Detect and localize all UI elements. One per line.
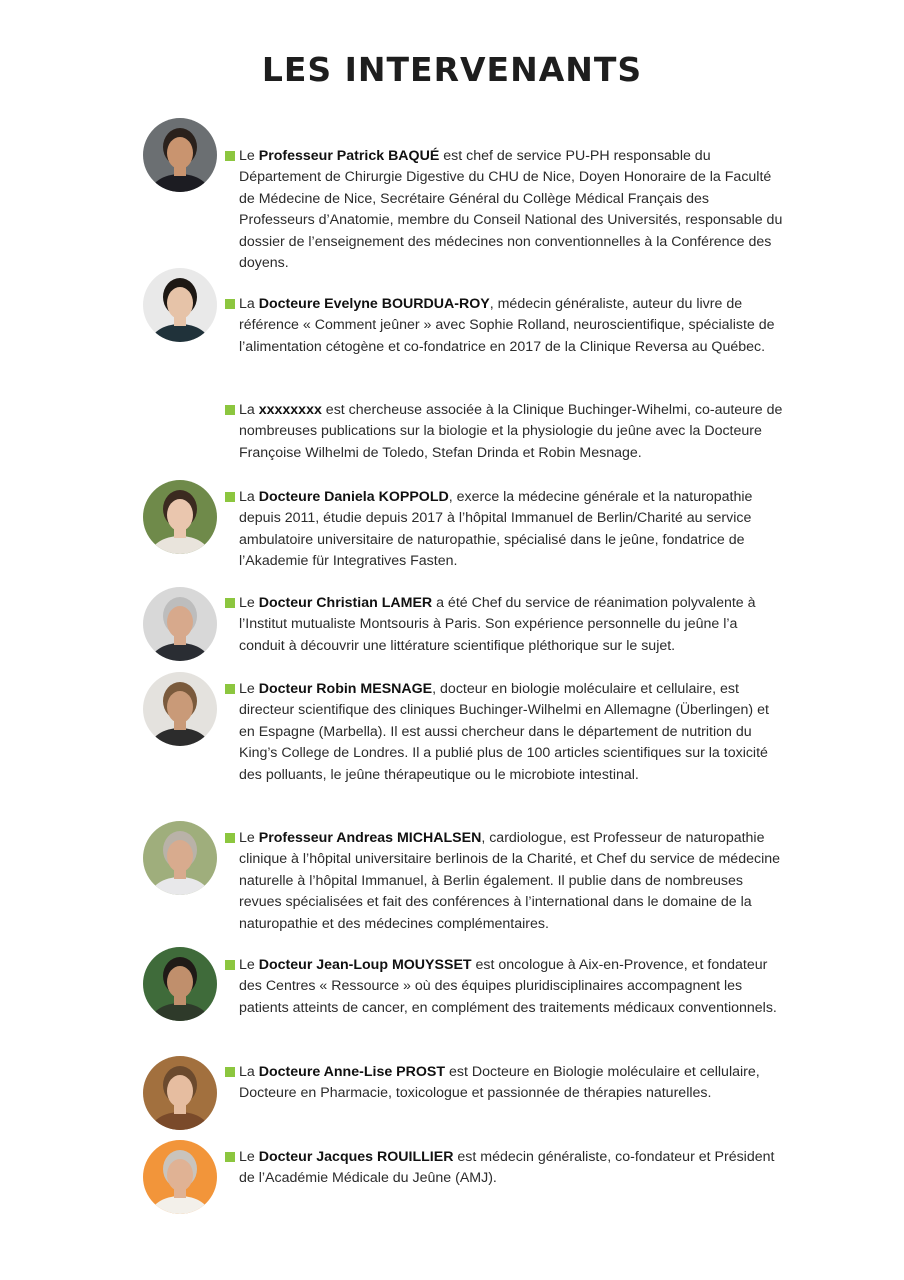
speaker-prefix: Le (239, 681, 259, 697)
green-square-bullet (225, 1152, 235, 1162)
speaker-description: , docteur en biologie moléculaire et cellulaire, est directeur scientifique des cliniques Buchinger-Wilhelmi en Allemagne (Überlingen) et en Espagne (Marbella). Il est aussi chercheur dans le département de nutrition du King’s College de Londres. Il a publié plus de 100 articles scientifiques sur la toxicité des polluants, le jeûne thérapeutique ou le microbiote intestinal. (239, 681, 769, 783)
speaker-bio (239, 487, 784, 573)
speaker-description: est Docteure en Biologie moléculaire et cellulaire, Docteure en Pharmacie, toxicologue et passionnée de thérapies naturelles. (239, 1064, 760, 1102)
green-square-bullet (225, 960, 235, 970)
green-square-bullet (225, 1067, 235, 1077)
speaker-photo (143, 268, 217, 342)
speaker-photo (143, 118, 217, 192)
speaker-prefix: La (239, 296, 259, 312)
speaker-bio (239, 679, 784, 786)
speaker-bio (239, 955, 784, 1019)
speaker-description: est médecin généraliste, co-fondateur et Président de l’Académie Médicale du Jeûne (AMJ). (239, 1149, 775, 1187)
speaker-description: , cardiologue, est Professeur de naturopathie clinique à l’hôpital universitaire berlinois de la Charité, et Chef du service de médecine naturelle à l’hôpital Immanuel, à Berlin également. Il publie dans de nombreuses revues spécialisées et fait des conférences à l’international dans le domaine de la naturopathie et des médecines complémentaires. (239, 830, 780, 932)
speaker-name: Docteure Evelyne BOURDUA-ROY (258, 296, 490, 312)
speaker-prefix: Le (239, 830, 259, 846)
speaker-prefix: La (239, 1064, 259, 1080)
speaker-photo (143, 587, 217, 661)
speaker-name: Docteur Christian LAMER (258, 595, 433, 611)
speaker-photo (143, 947, 217, 1021)
speaker-photo (143, 1056, 217, 1130)
speaker-name: Docteur Robin MESNAGE (258, 681, 433, 697)
speaker-prefix: Le (239, 957, 259, 973)
green-square-bullet (225, 299, 235, 309)
speaker-bio (239, 828, 784, 935)
speaker-description: est chef de service PU-PH responsable du Département de Chirurgie Digestive du CHU de Nice, Doyen Honoraire de la Faculté de Médecine de Nice, Secrétaire Général du Collège Médical Français des Professeurs d’Anatomie, membre du Conseil National des Universités, responsable du dossier de l’enseignement des médecines non conventionnelles à la Conférence des doyens. (239, 148, 783, 272)
speaker-prefix: La (239, 402, 259, 418)
speaker-photo (143, 821, 217, 895)
speaker-prefix: Le (239, 148, 259, 164)
green-square-bullet (225, 405, 235, 415)
speaker-bio (239, 1062, 784, 1105)
speaker-prefix: Le (239, 595, 259, 611)
speaker-bio (239, 400, 784, 464)
green-square-bullet (225, 684, 235, 694)
speaker-name: xxxxxxxx (258, 402, 322, 418)
speaker-description: est chercheuse associée à la Clinique Buchinger-Wihelmi, co-auteure de nombreuses publications sur la biologie et la physiologie du jeûne avec la Docteure Françoise Wilhelmi de Toledo, Stefan Drinda et Robin Mesnage. (239, 402, 783, 461)
speaker-prefix: Le (239, 1149, 259, 1165)
speaker-bio (239, 593, 784, 657)
speaker-name: Docteur Jean-Loup MOUYSSET (258, 957, 472, 973)
speaker-bio (239, 1147, 784, 1190)
speaker-name: Professeur Andreas MICHALSEN (258, 830, 482, 846)
green-square-bullet (225, 492, 235, 502)
speaker-description: , médecin généraliste, auteur du livre de référence « Comment jeûner » avec Sophie Rolland, neuroscientifique, spécialiste de l’alimentation cétogène et co-fondatrice en 2017 de la Clinique Reversa au Québec. (239, 296, 775, 355)
speaker-bio (239, 146, 784, 274)
speaker-description: , exerce la médecine générale et la naturopathie depuis 2011, étudie depuis 2017 à l’hôpital Immanuel de Berlin/Charité au service ambulatoire universitaire de naturopathie, spécialisé dans le jeûne, fondatrice de l’Akademie für Integratives Fasten. (239, 489, 753, 570)
speaker-photo (143, 672, 217, 746)
speaker-photo (143, 480, 217, 554)
page-title: LES INTERVENANTS (261, 50, 643, 89)
green-square-bullet (225, 598, 235, 608)
speaker-name: Docteure Anne-Lise PROST (258, 1064, 446, 1080)
speaker-name: Docteur Jacques ROUILLIER (258, 1149, 454, 1165)
speaker-description: a été Chef du service de réanimation polyvalente à l’Institut mutualiste Montsouris à Paris. Son expérience personnelle du jeûne l’a conduit à découvrir une littérature scientifique pléthorique sur le sujet. (239, 595, 756, 654)
speaker-photo (143, 1140, 217, 1214)
speaker-description: est oncologue à Aix-en-Provence, et fondateur des Centres « Ressource » où des équipes pluridisciplinaires accompagnent les patients atteints de cancer, en complément des traitements médicaux conventionnels. (239, 957, 777, 1016)
speaker-name: Docteure Daniela KOPPOLD (258, 489, 449, 505)
speaker-name: Professeur Patrick BAQUÉ (258, 148, 440, 164)
speaker-prefix: La (239, 489, 259, 505)
speaker-bio (239, 294, 784, 358)
green-square-bullet (225, 151, 235, 161)
green-square-bullet (225, 833, 235, 843)
